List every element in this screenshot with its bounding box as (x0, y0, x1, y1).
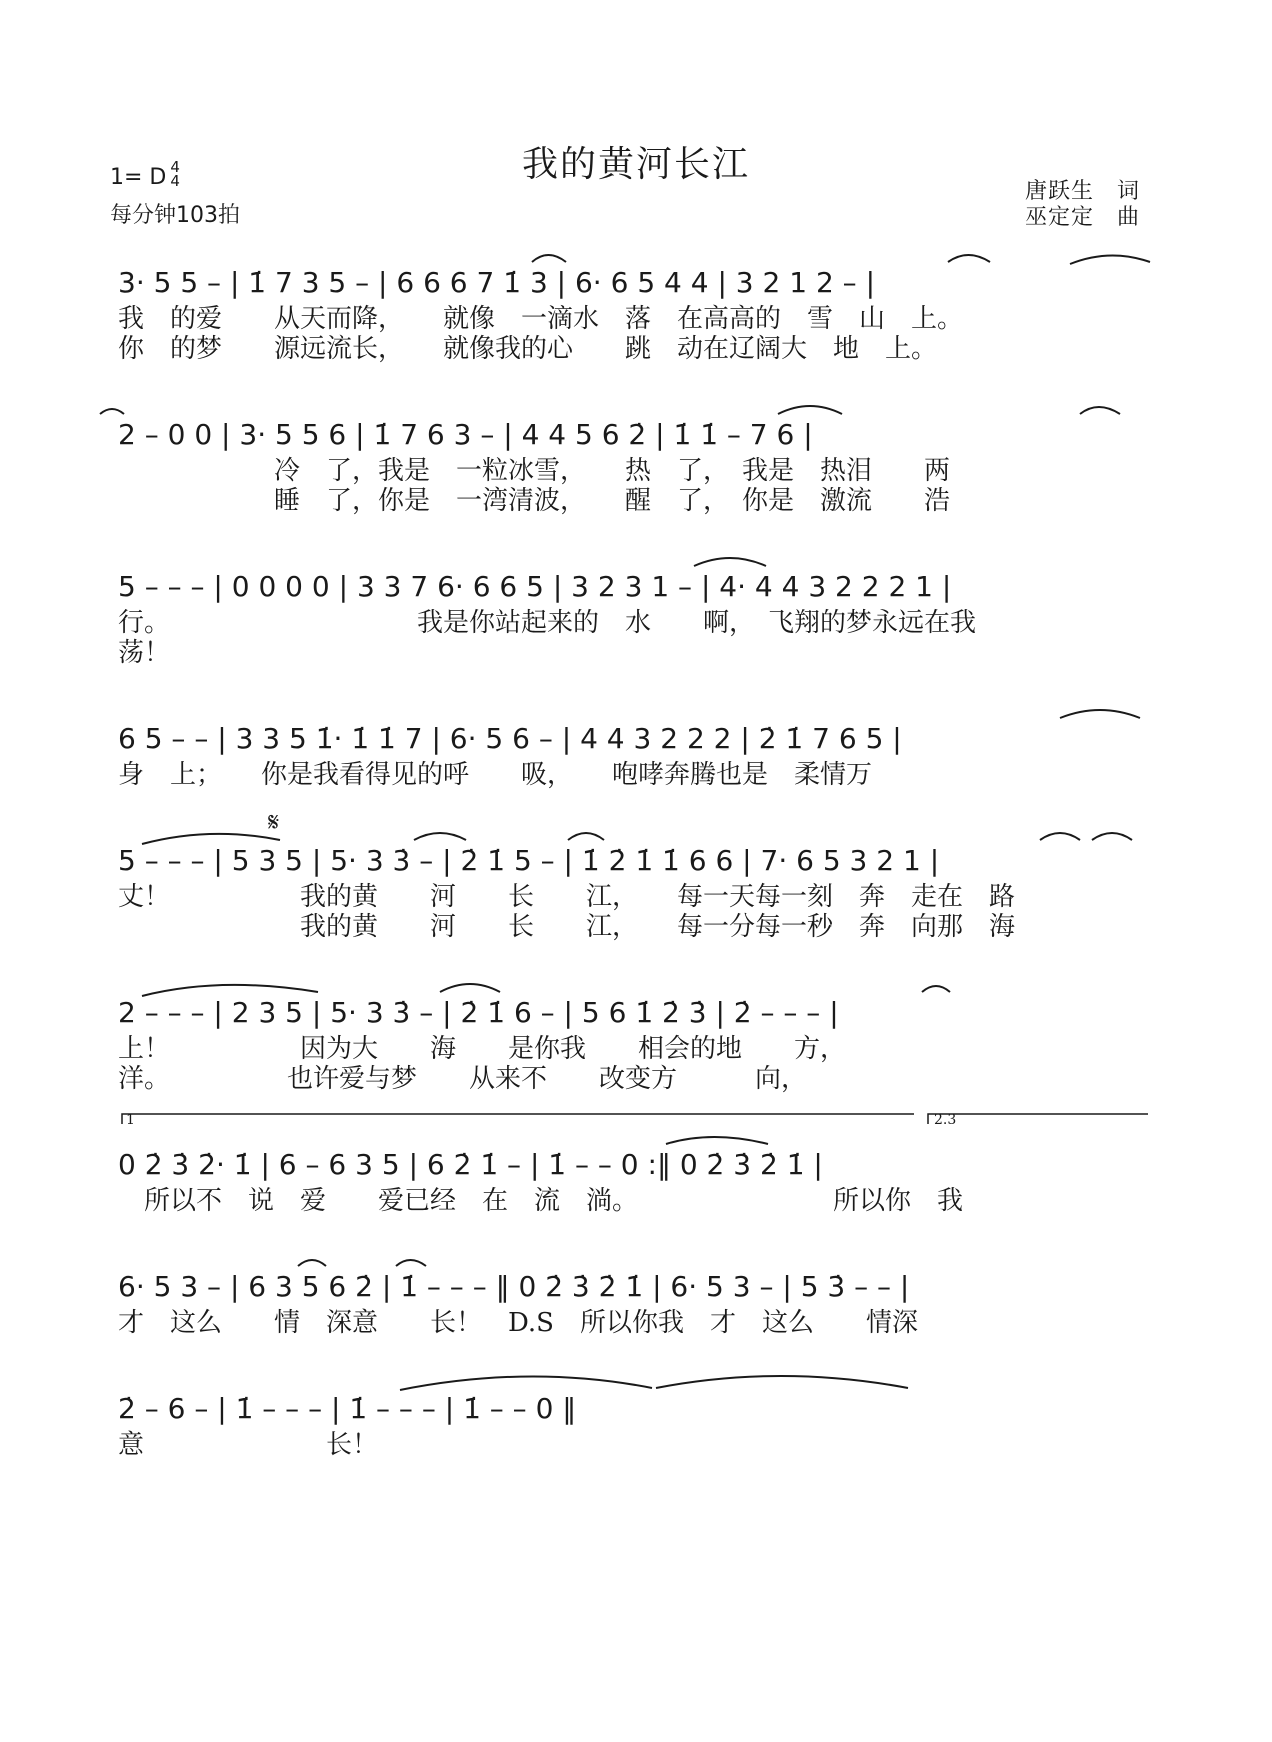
segno-sign: 𝄋 (268, 808, 280, 838)
slur-10 (414, 833, 466, 840)
notation-line-5: 5 – – – | 5 3 5 | 5· 3 3̇ – | 2̇ 1̇ 5 – | 1̇ 2̇ 1̇ 1̇ 6 6 | 7· 6 5 3 2 1 | (118, 843, 940, 877)
lyric-line-5b: 我的黄 河 长 江， 每一分每一秒 奔 向那 海 (118, 911, 1016, 942)
slur-1 (532, 255, 566, 262)
slur-13 (1092, 833, 1132, 840)
key-signature (110, 158, 180, 192)
slur-11 (568, 833, 604, 840)
lyric-line-9a: 意 长！ (118, 1429, 379, 1460)
notation-line-9: 2̇ – 6 – | 1̇ – – – | 1̇ – – – | 1̇ – – 0 ‖ (118, 1391, 577, 1425)
lyric-line-5a: 丈！ 我的黄 河 长 江， 每一天每一刻 奔 走在 路 (118, 881, 1016, 912)
volta-1-label: 1 (126, 1112, 135, 1128)
notation-line-2: 2 – 0 0 | 3· 5 5 6 | 1̇ 7 6 3 – | 4 4 5 6 2̇ | 1̇ 1̇ – 7 6 | (118, 417, 813, 451)
volta-2-label: 2.3 (934, 1112, 957, 1128)
notation-line-4: 6 5 – – | 3 3 5 1̇· 1̇ 1̇ 7 | 6· 5 6 – | 4 4 3 2 2 2 | 2̇ 1̇ 7 6 5 | (118, 721, 902, 755)
slur-6 (1080, 407, 1120, 414)
lyric-line-3b: 荡！ (118, 637, 171, 668)
volta-2-bracket (928, 1114, 1148, 1124)
lyric-line-3a: 行。 我是你站起来的 水 啊， 飞翔的梦永远在我 (118, 607, 977, 638)
slur-17 (666, 1137, 768, 1144)
lyric-line-8a: 才 这么 情 深意 长！ D.S 所以你我 才 这么 情深 (118, 1307, 918, 1338)
slur-2 (948, 255, 990, 262)
lyric-line-6a: 上！ 因为大 海 是你我 相会的地 方， (118, 1033, 847, 1064)
lyric-line-1b: 你 的梦 源远流长， 就像我的心 跳 动在辽阔大 地 上。 (118, 333, 938, 364)
lyric-line-1a: 我 的爱 从天而降， 就像 一滴水 落 在高高的 雪 山 上。 (118, 303, 964, 334)
notation-line-3: 5 – – – | 0 0 0 0 | 3 3 7 6· 6 6 5 | 3 2 3 1 – | 4· 4 4 3 2 2 2 1 | (118, 569, 952, 603)
lyric-line-7a: 所以不 说 爱 爱已经 在 流 淌。 所以你 我 (118, 1185, 964, 1216)
notation-line-7: 0 2̇ 3̇ 2̇· 1̇ | 6 – 6 3 5 | 6 2̇ 1̇ – | 1̇ – – 0 :‖ 0 2̇ 3̇ 2̇ 1̇ | (118, 1147, 823, 1181)
composer-credit: 巫定定 曲 (1024, 205, 1140, 230)
notation-line-1: 3· 5 5 – | 1̇ 7 3 5 – | 6 6 6 7 1̇ 3 | 6· 6 5 4 4 | 3 2 1 2 – | (118, 265, 875, 299)
lyricist-credit: 唐跃生 词 (1024, 179, 1140, 204)
page-title: 我的黄河长江 (521, 144, 750, 185)
key-label: 1= D (110, 165, 167, 190)
notation-line-8: 6· 5 3 – | 6 3 5 6 2̇ | 1̇ – – – ‖ 0 2̇ 3̇ 2̇ 1̇ | 6· 5 3 – | 5 3̇ – – | (118, 1269, 910, 1303)
slur-7 (694, 558, 766, 566)
volta-1-bracket (122, 1114, 914, 1124)
notation-line-6: 2 – – – | 2 3 5 | 5· 3 3̇ – | 2̇ 1̇ 6 – | 5 6 1̇ 2̇ 3̇ | 2̇ – – – | (118, 995, 839, 1029)
slur-15 (440, 984, 500, 992)
slur-5 (778, 406, 842, 414)
time-signature: 4 4 (170, 158, 180, 190)
lyric-line-4a: 身 上； 你是我看得见的呼 吸， 咆哮奔腾也是 柔情万 (118, 759, 873, 790)
slur-8 (1060, 710, 1140, 718)
lyric-line-2b: 睡 了，你是 一湾清波， 醒 了， 你是 激流 浩 (118, 485, 951, 516)
slur-12 (1040, 833, 1080, 840)
lyric-line-2a: 冷 了，我是 一粒冰雪， 热 了， 我是 热泪 两 (118, 455, 951, 486)
tempo-marking: 每分钟103拍 (110, 203, 240, 228)
lyric-line-6b: 洋。 也许爱与梦 从来不 改变方 向， (118, 1063, 808, 1094)
slur-21 (656, 1376, 908, 1388)
